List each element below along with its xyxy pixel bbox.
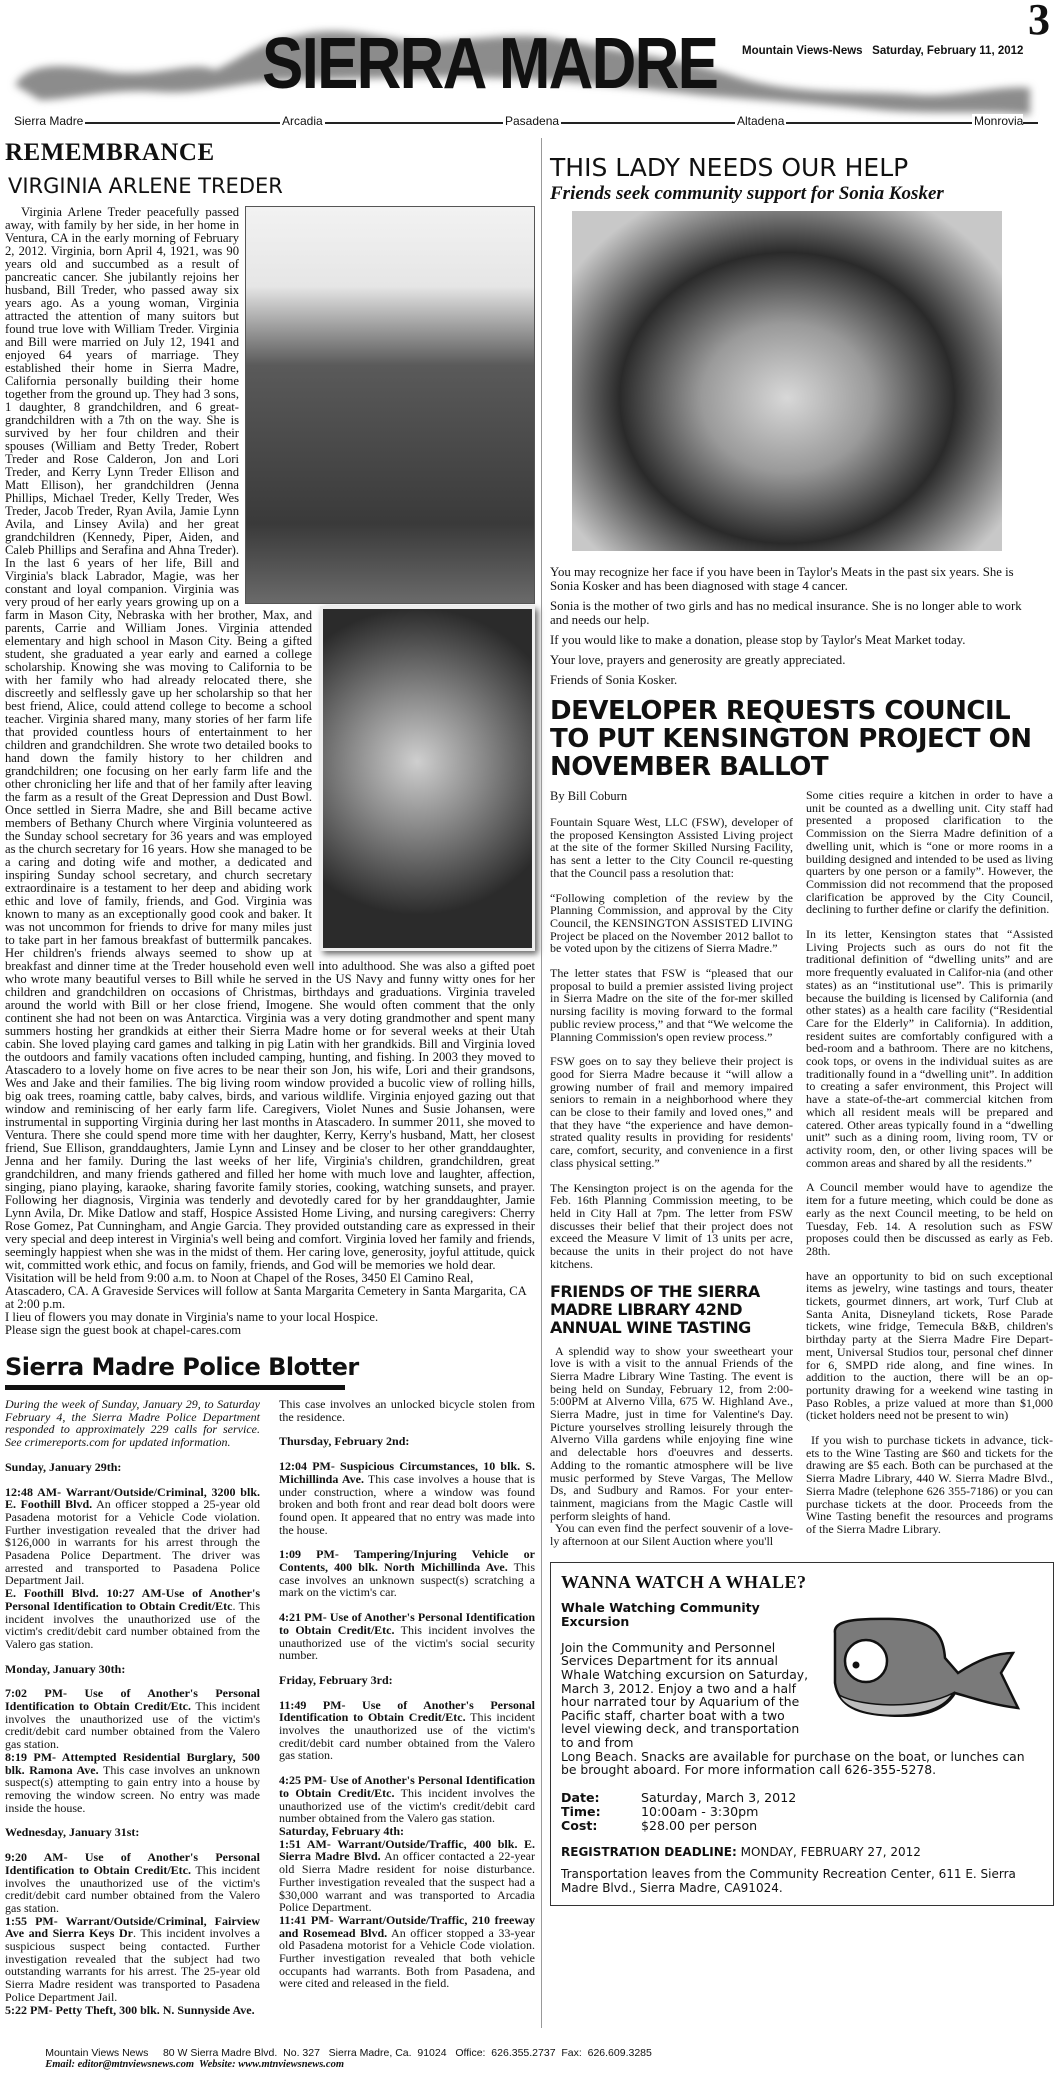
developer-col2 — [806, 789, 1053, 1258]
obituary-text-wide: cook and baker. It was not uncommon for friends to drive for many miles just to take part in her famous breakfast of buttermilk pancakes. Her children's friends always seemed to show up at breakfast and dinner time at the Treder household even well into adulthood. She was also a gifted poet who wrote many beautiful verses to Bill while he served in the US Navy and funny witty ones for her children and grandchildren on occasions of Christmas, birthdays and graduations. Virginia traveled around the world with Bill or her close friend, Imogene. She would often comment that the only continent she had not been on was Antarctica. Virginia was a very doting grandmother and spent many summers hosting her grandkids at either their Sierra Madre home or for several weeks at their Utah cabin. She loved playing card games and talking in pig Latin with her grandkids. Bill and Virginia loved the outdoors and family vacations often included camping, hunting, and fishing. In 2003 they moved to Atascadero to a lovely home on five acres to be near their son Jon, his wife, Lori and their grandsons, Wes and Jake and their families. The big living room window provided a bucolic view of rolling hills, big oak trees, roaming cattle, baby calves, birds, and various wildlife. Virginia enjoyed gazing out that window and reminiscing of her early farm life. Caregivers, Violet Nunes and Susie Johansen, were instrumental in supporting Virginia during her last months in Atascadero. In summer 2011, she moved to Ventura. There she could spend more time with her daughter, Kerry, Kerry's husband, Matt, her closest friend, Sue Ellison, granddaughters, Jamie Lynn and Linsey and be closer to her other granddaughter, Jenna and her family. During the last weeks of her life, Virginia's children, grandchildren, great grandchildren, and many friends gathered and filled her home with much love and laughter, affection, singing, piano playing, karaoke, sharing favorite family stories, cooking, watching sunsets, and prayer. Following her diagnosis, Virginia was tenderly and devotedly cared for by her granddaughter, Jamie Lynn Avila, Dr. Mike Datlow and staff, Hospice Assisted Home Living, and nursing caregivers: Cherry Rose Gomez, Pat Cunningham, and Angie Garcia. They provided outstanding care as expressed in their very special and deep interest in Virginia's well being and comfort. Virginia loved her family and friends, seemingly happiest when she was in the midst of them. Her caring love, generosity, joyful attitude, quick wit, committed work ethic, and focus on family, friends, and God will be memories we hold dear. — [5, 907, 535, 1272]
article-paragraph: In its letter, Kensington states that “Assisted Living Projects such as ours do not fit the traditional definition of “dwelling units” and are more frequently evaluated in Califor-nia (and other states) as an “institutional use”. This is primarily because the building is licensed by California (and other states) as a health care facility (“Residential Care for the Elderly” in California). In addition, resident suites are comfortably configured with a bed-room and a bathroom. There are no kitchens, cook tops, or ovens in the individual suites as are traditionally found in a “dwelling unit”. In addition to creating a safer environment, this Project will have a state-of-the-art commercial kitchen from which all resident meals will be prepared and catered. Other areas typically found in a “dwelling unit” such as a dining room, living room, TV or activity room, den, or other living spaces will be common areas and shared by all the residents.” — [806, 927, 1053, 1170]
lady-text — [550, 565, 1040, 687]
blotter-entry: 11:41 PM- Warrant/Outside/Traffic, 210 freeway and Rosemead Blvd. An officer stopped a 33-year old Pasadena motorist for a Vehicle Code violation. Further investigation revealed that both vehicle occupants had warrants. Both from Pasadena, and were cited and released in the field. — [279, 1912, 535, 1991]
left-column — [0, 138, 541, 2028]
wine-paragraph: If you wish to purchase tickets in advance, tick-ets to the Wine Tasting are $60 and tickets for the drawing are $5 each. Both can be purchased at the Sierra Madre Library, 440 W. Sierra Madre Blvd., Sierra Madre (telephone 626 355-7186) or you can purchase tickets at the door. Proceeds from the Wine Tasting benefit the resources and programs of the Sierra Madre Library. — [806, 1433, 1053, 1536]
city-label: Altadena — [737, 114, 785, 128]
guestbook-note: Please sign the guest book at chapel-cares.com — [5, 1323, 242, 1337]
article-paragraph: The Kensington project is on the agenda for the Feb. 16th Planning Commission meeting, to be held in City Hall at 7pm. The letter from FSW discusses their belief that their project does not exceed the Measure V limit of 13 units per acre, because the units in their project do not have kitchens. — [550, 1180, 793, 1271]
registration-deadline: REGISTRATION DEADLINE: MONDAY, FEBRUARY 27, 2012 — [561, 1844, 921, 1859]
right-column — [541, 138, 1056, 2028]
blotter-col1 — [5, 1398, 260, 2028]
article-col-left — [550, 789, 793, 1548]
blotter-entry: 1:09 PM- Tampering/Injuring Vehicle or Contents, 400 blk. North Michillinda Ave. This case involves an unknown suspect(s) scratching a mark on the victim's car. — [279, 1547, 535, 1600]
blotter-day-heading: Sunday, January 29th: — [5, 1459, 122, 1474]
photo-sonia-kosker — [572, 211, 1002, 551]
wine-headline: FRIENDS OF THE SIERRA MADRE LIBRARY 42ND ANNUAL WINE TASTING — [550, 1281, 760, 1337]
blotter-entry: 5:22 PM- Petty Theft, 300 blk. N. Sunnyside Ave. — [5, 2002, 255, 2017]
blotter-day-heading: Friday, February 3rd: — [279, 1672, 393, 1687]
developer-col1 — [550, 816, 793, 1271]
paper-date: Mountain Views-News Saturday, February 11, 2012 — [742, 45, 1024, 57]
transport-info: Transportation leaves from the Community Recreation Center, 611 E. Sierra Madre Blvd., Sierra Madre, CA91024. — [561, 1866, 1016, 1895]
lady-paragraph: Your love, prayers and generosity are greatly appreciated. — [550, 653, 846, 667]
obituary-body — [5, 206, 535, 1337]
article-paragraph: Some cities require a kitchen in order to have a unit be counted as a dwelling unit. City staff had presented a proposed clarification to the Commission on the Sierra Madre definition of a dwelling unit, which is “one or more rooms in a building designed and intended to be used as living quarters by one person or a family”. However, the Commission did not recommend that the proposed clarification be approved by the City Council, declining to further define or clarify the definition. — [806, 788, 1053, 917]
lady-subhead: Friends seek community support for Sonia Kosker — [550, 183, 944, 204]
footer-contact: Email: editor@mtnviewsnews.com Website: www.mtnviewsnews.com — [45, 2059, 345, 2071]
whale-subhead: Whale Watching Community Excursion — [561, 1599, 760, 1629]
masthead — [0, 0, 1056, 138]
blotter-day-heading: Monday, January 30th: — [5, 1661, 126, 1676]
city-label: Monrovia — [974, 114, 1024, 128]
blotter-col1-entries — [5, 1461, 260, 2016]
page-body — [0, 138, 1056, 2028]
lady-paragraph: If you would like to make a donation, please stop by Taylor's Meat Market today. — [550, 633, 966, 647]
blotter-entry: 11:49 PM- Use of Another's Personal Identification to Obtain Credit/Etc. This incident involves the unauthorized use of the victim's credit/debit card number obtained from the Valero gas station. — [279, 1697, 535, 1763]
blotter-day-heading: Wednesday, January 31st: — [5, 1825, 140, 1840]
whale-body: Join the Community and Personnel Services Department for its annual Whale Watching excursion on Saturday, March 3, 2012. Enjoy a two and a half hour narrated tour by Aquarium of the Pacific staff, charter boat with a two level viewing deck, and transportation to and from — [561, 1639, 809, 1750]
obituary-text-medium: she graduated a year early and earned a college scholarship. Knowing she was moving to California to be with her family who had already relocated there, she discreetly and selflessly gave up her scholarship so that her best friend, Alice, could attend college to become a school teacher. Virginia shared many, many stories of her farm life that provided countless hours of entertainment to her children and grandchildren. She wrote two detailed books to hand down the family history to her children and grandchildren; one focusing on her early farm life and the other chronicling her life and that of her family after leaving the farm as a result of the Great Depression and Dust Bowl. Once settled in Sierra Madre, she and Bill became active members of Bethany Church where Virginia volunteered as the Sunday school secretary for 36 years and was employed as the church secretary for 16 years. How she managed to be a caring and doting wife and mother, a dedicated and inspiring Sunday school secretary, and church secretary extraordinaire is a testament to her deep and abiding work ethic and love of family, friends, and God. Virginia was known to many as an exceptionally good — [5, 647, 312, 921]
article-columns — [550, 789, 1053, 1548]
city-label: Sierra Madre — [14, 114, 84, 128]
blotter-rule — [5, 1385, 345, 1390]
article-paragraph: “Following completion of the review by the Planning Commission, and approval by the City Council, the KENSINGTON ASSISTED LIVING Project be placed on the November 2012 ballot to be voted upon by the citizens of Sierra Madre.” — [550, 890, 793, 956]
wine-paragraph: have an opportunity to bid on such exceptional items as jewelry, wine tastings and tours, theater tickets, gourmet dinners, art work, Turf Club at Santa Anita, Disneyland tickets, Rose Parade tickets, wine fridge, Temecula B&B, children's birthday party at the Sierra Madre Fire Depart-ment, Universal Studios tour, personal chef dinner for 6, SMPD ride along, and fine wines. In addition to the auction, there will be an op-portunity drawing for a weekend wine tasting in Paso Robles, a prize valued at more than $1,000 (ticket holders need not be present to win) — [806, 1268, 1053, 1423]
lady-paragraph: Sonia is the mother of two girls and has no medical insurance. She is no longer able to work and needs our help. — [550, 599, 1022, 627]
wine-col2 — [806, 1270, 1053, 1536]
footer-address: Mountain Views News 80 W Sierra Madre Blvd. No. 327 Sierra Madre, Ca. 91024 Office: 626.355.2737 Fax: 626.609.3285 — [45, 2047, 652, 2060]
blotter-title: Sierra Madre Police Blotter — [5, 1353, 359, 1381]
lady-headline: THIS LADY NEEDS OUR HELP — [550, 153, 909, 182]
blotter-entry: This case involves an unlocked bicycle stolen from the residence. — [279, 1397, 535, 1424]
city-label: Arcadia — [282, 114, 323, 128]
blotter-col2-entries — [279, 1398, 535, 1990]
detail-row: Cost: $28.00 per person — [561, 1817, 758, 1833]
blotter-entry: 8:19 PM- Attempted Residential Burglary, 500 blk. Ramona Ave. This case involves an unknown suspect(s) attempting to gain entry into a house by removing the window screen. No entry was made inside the house. — [5, 1749, 260, 1815]
whale-ad-box — [550, 1562, 1054, 1906]
obituary-name: VIRGINIA ARLENE TREDER — [8, 174, 283, 198]
blotter-entry: 1:55 PM- Warrant/Outside/Criminal, Fairview Ave and Sierra Keys Dr. This incident involves a suspicious suspect being contacted. Further investigation revealed that the subject had two outstanding warrants for his arrest. The 25-year old Sierra Madre resident was transported to Pasadena Police Department Jail. — [5, 1913, 260, 2004]
obituary-text-narrow: Virginia Arlene Treder peacefully passed away, with family by her side, in her home in Ventura, CA in the early morning of February 2, 2012. Virginia, born April 4, 1921, was 90 years old and succumbed as a result of pancreatic cancer. She jubilantly rejoins her husband, Bill Treder, who passed away six years ago. As a young woman, Virginia attracted the attention of many suitors but found true love with William Treder. Virginia and Bill were married on July 12, 1941 and enjoyed 64 years of marriage. They established their home in Sierra Madre, California personally building their home together from the ground up. They had 3 sons, 1 daughter, 8 grandchildren, and 6 great-grandchildren with a 7th on the way. She is survived by her four children and their spouses (William and Betty Treder, Robert Treder and Rose Calderon, Jon and Lori Treder, and Kerry Lynn Treder Ellison and Matt Ellison), her grandchildren (Jenna Phillips, Michael Treder, Kelly Treder, Wes Treder, Jacob Treder, Ryan Avila, Jamie Lynn Avila, and Linsey Avila) and her great grandchildren (Kennedy, Piper, Aiden, and Caleb Phillips and Serafina and Ahna Treder). In the last 6 years of her life, Bill and Virginia's black Labrador, Magie, was her constant and loyal companion. Virginia was very proud of her early years growing up on a farm in Mason City, Nebraska with her brother, Max, and parents, Carrie and William Jones. Virginia attended elementary and high school in Mason City. Being a gifted student, — [5, 205, 312, 661]
blotter-intro: During the week of Sunday, January 29, to Saturday February 4, the Sierra Madre Police Department responded to approximately 229 calls for service. See crimereports.com for updated information. — [5, 1397, 260, 1450]
whale-details — [561, 1791, 1043, 1833]
wine-col1 — [550, 1345, 793, 1548]
wine-paragraph: You can even find the perfect souvenir of a love-ly afternoon at our Silent Auction where you'll — [550, 1521, 793, 1549]
developer-headline: DEVELOPER REQUESTS COUNCIL TO PUT KENSINGTON PROJECT ON NOVEMBER BALLOT — [550, 696, 1032, 782]
article-col-right — [806, 789, 1053, 1548]
blotter-entry: 1:51 AM- Warrant/Outside/Traffic, 400 blk. E. Sierra Madre Blvd. An officer contacted a 22-year old Sierra Madre resident for noise disturbance. Further investigation revealed that the suspect had a $30,000 warrant and was transported to Arcadia Police Department. — [279, 1836, 535, 1915]
blotter-entry: 4:25 PM- Use of Another's Personal Identification to Obtain Credit/Etc. This incident involves the unauthorized use of the victim's credit/debit card number obtained from the Valero gas station. — [279, 1773, 535, 1826]
whale-illustration — [823, 1613, 1033, 1738]
obituary-closing — [5, 1272, 535, 1337]
article-paragraph: The letter states that FSW is “pleased that our proposal to build a premier assisted living project in Sierra Madre on the site of the for-mer skilled nursing facility is moving forward to the formal public review process,” and that “We welcome the Planning Commission's open review process.” — [550, 966, 793, 1044]
page-number: 3 — [1028, 0, 1050, 44]
whale-headline: WANNA WATCH A WHALE? — [561, 1571, 807, 1592]
wine-paragraph: A splendid way to show your sweetheart your love is with a visit to the annual Friends of the Sierra Madre Library Wine Tasting. The event is being held on Sunday, February 12, from 2:00-5:00PM at Alverno Villa, 675 W. Highland Ave., Sierra Madre, just in time for Valentine's Day. Picture yourselves strolling leisurely through the Alverno Villa gardens while enjoying fine wine and delectable hors d'oeuvres and desserts. Adding to the romantic atmosphere will be live music performed by Steve Vargas, The Mellow Ds, and Sudbury and Ramos. For your enter-tainment, magicians from the Magic Castle will perform sleights of hand. — [550, 1343, 793, 1523]
blotter-day-heading: Thursday, February 2nd: — [279, 1434, 410, 1449]
city-label: Pasadena — [505, 114, 560, 128]
lady-paragraph: Friends of Sonia Kosker. — [550, 673, 678, 687]
visitation-info: Visitation will be held from 9:00 a.m. to Noon at Chapel of the Roses, 3450 El Camino Real, Atascadero, CA. A Graveside Services will follow at Santa Margarita Cemetery in Santa Margarita, CA at 2:00 p.m. — [5, 1271, 526, 1311]
footer — [0, 2028, 1056, 2076]
blotter-entry: 12:04 PM- Suspicious Circumstances, 10 blk. S. Michillinda Ave. This case involves a house that is under construction, where a window was found broken and both front and rear dead bolt doors were found open. It appeared that no entry was made into the house. — [279, 1459, 535, 1537]
whale-body-cont: Long Beach. Snacks are available for purchase on the boat, or lunches can be brought aboard. For more information call 626-355-5278. — [561, 1748, 1025, 1778]
section-heading: REMEMBRANCE — [5, 139, 215, 166]
blotter-entry: E. Foothill Blvd. 10:27 AM-Use of Another's Personal Identification to Obtain Credit/Etc. This incident involves the unauthorized use of the victim's credit/debit card number obtained from the Valero gas station. — [5, 1586, 260, 1651]
photo-young-virginia — [320, 606, 535, 951]
lady-paragraph: You may recognize her face if you have been in Taylor's Meats in the past six years. She is Sonia Kosker and has been diagnosed with stage 4 cancer. — [550, 565, 1014, 593]
byline: By Bill Coburn — [550, 789, 628, 803]
detail-row: Date: Saturday, March 3, 2012 — [561, 1789, 797, 1805]
masthead-title: SIERRA MADRE — [262, 24, 718, 104]
photo-virginia-with-dog — [245, 206, 535, 604]
blotter-entry: 7:02 PM- Use of Another's Personal Identification to Obtain Credit/Etc. This incident involves the unauthorized use of the victim's credit/debit card number obtained from the Valero gas station. — [5, 1686, 260, 1752]
blotter-columns — [5, 1398, 535, 2028]
blotter-entry: 9:20 AM- Use of Another's Personal Identification to Obtain Credit/Etc. This incident involves the unauthorized use of the victim's credit/debit card number obtained from the Valero gas station. — [5, 1850, 260, 1915]
article-paragraph: FSW goes on to say they believe their project is good for Sierra Madre because it “will allow a growing number of frail and memory impaired seniors to remain in a neighborhood where they can be close to their family and loved ones,” and that they have “the experience and have demon-strated quality results in providing for residents' care, comfort, security, and convenience in a first class physical setting.” — [550, 1054, 793, 1170]
blotter-entry: 4:21 PM- Use of Another's Personal Identification to Obtain Credit/Etc. This incident involves the unauthorized use of the victim's social security number. — [279, 1610, 535, 1663]
blotter-entry: 12:48 AM- Warrant/Outside/Criminal, 3200 blk. E. Foothill Blvd. An officer stopped a 25-year old Pasadena motorist for a Vehicle Code violation. Further investigation revealed that the driver had $126,000 in warrants for his arrest through the Pasadena Police Department. The driver was arrested and transported to Pasadena Police Department Jail. — [5, 1484, 260, 1588]
article-paragraph: A Council member would have to agendize the item for a future meeting, which could be done as early as the next Council meeting, to be held on Tuesday, Feb. 14. A resolution such as FSW proposes could then be discussed as early as Feb. 28th. — [806, 1180, 1053, 1258]
detail-row: Time: 10:00am - 3:30pm — [561, 1803, 759, 1819]
article-paragraph: Fountain Square West, LLC (FSW), developer of the proposed Kensington Assisted Living project at the site of the former Skilled Nursing Facility, has sent a letter to the City Council re-questing that the Council pass a resolution that: — [550, 815, 793, 880]
donation-note: I lieu of flowers you may donate in Virginia's name to your local Hospice. — [5, 1310, 379, 1324]
blotter-col2 — [279, 1398, 535, 2028]
blotter-day-heading: Saturday, February 4th: — [279, 1823, 405, 1838]
